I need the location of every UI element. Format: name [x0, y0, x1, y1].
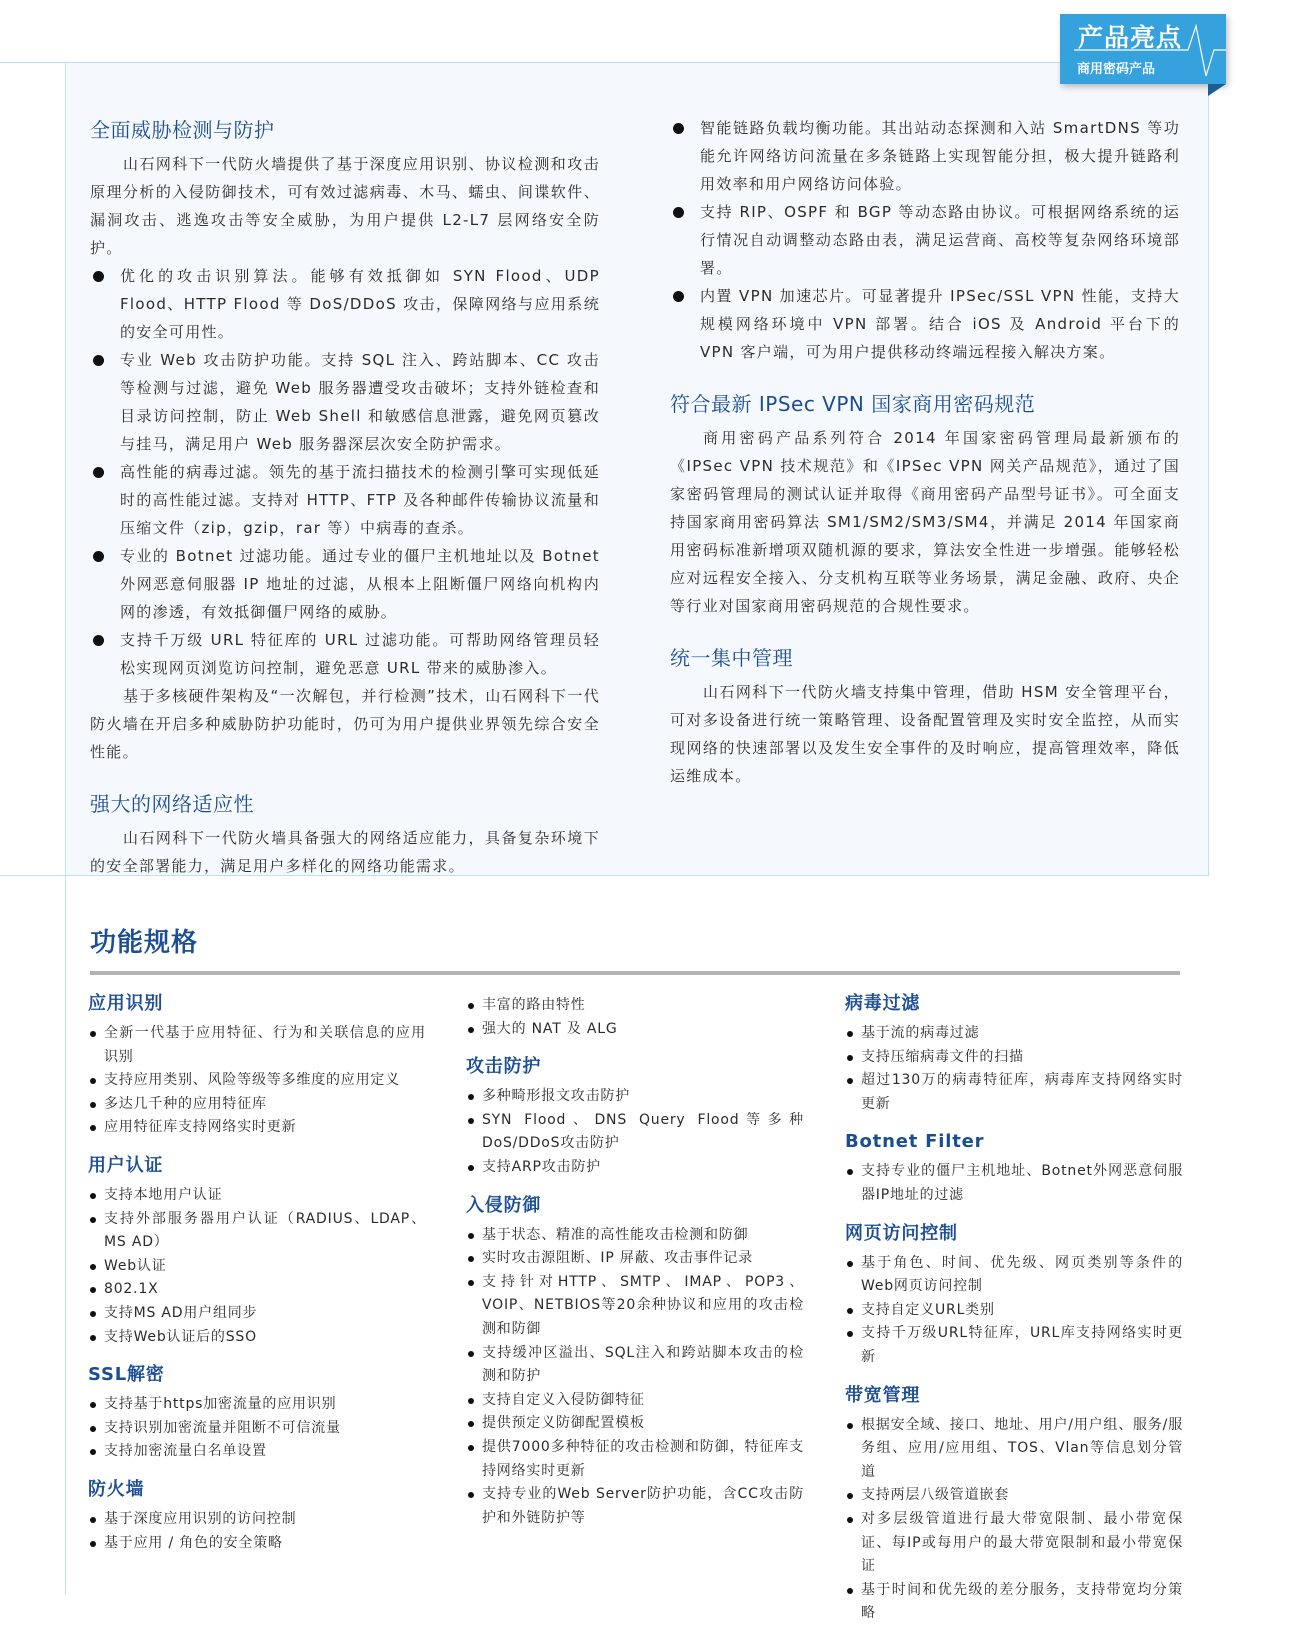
bullet-icon: [90, 1264, 96, 1270]
bullet-item: [90, 346, 600, 458]
bullet-text: 高性能的病毒过滤。领先的基于流扫描技术的检测引擎可实现低延时的高性能过滤。支持对 HTTP、FTP 及各种邮件传输协议流量和压缩文件（zip，gzip，rar 等）中病毒的查杀。: [120, 463, 600, 537]
spec-item-text: 基于状态、精准的高性能攻击检测和防御: [482, 1226, 749, 1243]
bullet-icon: [90, 1125, 96, 1131]
spec-item-text: 提供7000多种特征的攻击检测和防御，特征库支持网络实时更新: [482, 1438, 804, 1479]
bullet-icon: [90, 1311, 96, 1317]
spec-item-text: 支持千万级URL特征库，URL库支持网络实时更新: [861, 1325, 1183, 1365]
spacer: [670, 620, 1180, 642]
spec-item: [88, 1440, 426, 1464]
bullet-item: [90, 458, 600, 542]
spec-item-text: 支持外部服务器用户认证（RADIUS、LDAP、MS AD）: [104, 1210, 426, 1251]
bullet-item: [90, 542, 600, 626]
bullet-icon: [468, 1351, 474, 1357]
divider: [0, 62, 1062, 63]
spec-item: [466, 1247, 804, 1271]
spec-group: [88, 990, 426, 1140]
spec-item-text: 强大的 NAT 及 ALG: [482, 1020, 618, 1037]
spec-item-text: 提供预定义防御配置模板: [482, 1415, 645, 1432]
spec-item-text: 对多层级管道进行最大带宽限制、最小带宽保证、每IP或每用户的最大带宽限制和最小带宽保证: [861, 1510, 1183, 1575]
badge-subtitle: 商用密码产品: [1077, 62, 1156, 77]
spec-heading: 攻击防护: [466, 1056, 542, 1078]
spec-item-text: 支持专业的Web Server防护功能，含CC攻击防护和外链防护等: [482, 1486, 804, 1526]
bullet-icon: [468, 1280, 474, 1286]
spec-item: [845, 1579, 1183, 1626]
spec-heading: 带宽管理: [845, 1384, 921, 1406]
spec-item: [88, 1302, 426, 1326]
badge-title: 产品亮点: [1078, 23, 1183, 52]
spec-item-text: 支持专业的僵尸主机地址、Botnet外网恶意伺服器IP地址的过滤: [861, 1163, 1183, 1203]
bullet-text: 内置 VPN 加速芯片。可显著提升 IPSec/SSL VPN 性能，支持大规模网络环境中 VPN 部署。结合 iOS 及 Android 平台下的 VPN 客户端，可为用户提供移动终端远程接入解决方案。: [700, 287, 1180, 361]
spec-item: [466, 1109, 804, 1156]
highlights-right-column: [670, 114, 1180, 790]
bullet-icon: [847, 1493, 853, 1499]
spec-item: [845, 1322, 1183, 1369]
spec-item-text: 根据安全域、接口、地址、用户/用户组、服务/服务组、应用/应用组、TOS、Vlan等信息划分管道: [861, 1416, 1183, 1480]
spec-group: [466, 1192, 804, 1531]
bullet-icon: [468, 1027, 474, 1033]
bullet-text: 智能链路负载均衡功能。其出站动态探测和入站 SmartDNS 等功能允许网络访问流量在多条链路上实现智能分担，极大提升链路利用效率和用户网络访问体验。: [700, 119, 1180, 193]
spec-item: [88, 1184, 426, 1208]
bullet-item: [670, 198, 1180, 282]
spec-item: [845, 1160, 1183, 1207]
spec-group: [845, 1128, 1183, 1207]
spec-heading: 用户认证: [88, 1154, 164, 1176]
spec-item-text: 支持应用类别、风险等级等多维度的应用定义: [104, 1072, 400, 1089]
bullet-icon: [847, 1261, 853, 1267]
spec-group: [88, 1152, 426, 1349]
spec-item: [845, 1414, 1183, 1485]
bullet-icon: [847, 1031, 853, 1037]
bullet-icon: [468, 1003, 474, 1009]
bullet-icon: [90, 1426, 96, 1432]
paragraph: 山石网科下一代防火墙提供了基于深度应用识别、协议检测和攻击原理分析的入侵防御技术，可有效过滤病毒、木马、蠕虫、间谍软件、漏洞攻击、逃逸攻击等安全威胁，为用户提供 L2-L7 层网络安全防护。: [90, 155, 600, 257]
bullet-icon: [90, 1078, 96, 1084]
spec-group: [845, 1220, 1183, 1370]
bullet-icon: [847, 1308, 853, 1314]
spec-item: [88, 1208, 426, 1255]
bullet-icon: [468, 1421, 474, 1427]
bullet-icon: [673, 207, 684, 218]
spec-item-text: 802.1X: [104, 1281, 159, 1298]
spec-item-text: 支持MS AD用户组同步: [104, 1304, 258, 1321]
bullet-text: 专业 Web 攻击防护功能。支持 SQL 注入、跨站脚本、CC 攻击等检测与过滤，避免 Web 服务器遭受攻击破坏；支持外链检查和目录访问控制，防止 Web Shell 和敏感信息泄露，避免网页篡改与挂马，满足用户 Web 服务器深层次安全防护需求。: [120, 351, 600, 453]
bullet-item: [670, 282, 1180, 366]
spec-group: [845, 1382, 1183, 1626]
bullet-icon: [93, 271, 104, 282]
spec-item-text: SYN Flood、DNS Query Flood等多种DoS/DDoS攻击防护: [482, 1111, 804, 1152]
spec-item-text: 支持Web认证后的SSO: [104, 1328, 257, 1345]
specs-column: [845, 990, 1183, 1638]
spec-item-text: 基于角色、时间、优先级、网页类别等条件的Web网页访问控制: [861, 1254, 1183, 1295]
spec-item: [466, 1342, 804, 1389]
paragraph: 山石网科下一代防火墙支持集中管理，借助 HSM 安全管理平台，可对多设备进行统一策略管理、设备配置管理及实时安全监控，从而实现网络的快速部署以及发生安全事件的及时响应，提高管理效率，降低运维成本。: [670, 683, 1180, 785]
bullet-text: 优化的攻击识别算法。能够有效抵御如 SYN Flood、UDP Flood、HTTP Flood 等 DoS/DDoS 攻击，保障网络与应用系统的安全可用性。: [120, 267, 600, 341]
spec-item-text: 应用特征库支持网络实时更新: [104, 1119, 297, 1136]
bullet-icon: [93, 355, 104, 366]
spec-item: [88, 1278, 426, 1302]
spec-item: [466, 994, 804, 1018]
spec-item: [845, 1484, 1183, 1508]
spec-item-text: 实时攻击源阻断、IP 屏蔽、攻击事件记录: [482, 1250, 754, 1267]
spec-group: [466, 994, 804, 1041]
bullet-icon: [90, 1102, 96, 1108]
spec-item-text: 多达几千种的应用特征库: [104, 1095, 267, 1112]
bullet-icon: [90, 1287, 96, 1293]
spec-item-text: 丰富的路由特性: [482, 997, 586, 1013]
spec-item-text: 支持自定义URL类别: [861, 1301, 995, 1318]
specs-column: [88, 990, 426, 1567]
paragraph: 基于多核硬件架构及“一次解包，并行检测”技术，山石网科下一代防火墙在开启多种威胁防护功能时，仍可为用户提供业界领先综合安全性能。: [90, 687, 600, 761]
bullet-icon: [847, 1078, 853, 1084]
bullet-icon: [468, 1256, 474, 1262]
spacer: [670, 366, 1180, 388]
spec-item-text: 支持本地用户认证: [104, 1186, 223, 1203]
spec-item-text: 基于深度应用识别的访问控制: [104, 1510, 297, 1527]
spec-item: [466, 1085, 804, 1109]
spec-item: [88, 1069, 426, 1093]
bullet-icon: [468, 1165, 474, 1171]
spec-item: [88, 1093, 426, 1117]
specs-column: [466, 994, 804, 1542]
spec-item: [466, 1224, 804, 1248]
spec-item-text: 支持加密流量白名单设置: [104, 1443, 267, 1460]
spec-item: [845, 1046, 1183, 1070]
spec-heading: Botnet Filter: [845, 1131, 985, 1153]
spec-item: [88, 1255, 426, 1279]
bullet-icon: [468, 1094, 474, 1100]
bullet-icon: [468, 1233, 474, 1239]
spec-item: [466, 1018, 804, 1042]
bullet-icon: [90, 1031, 96, 1037]
spec-item-text: 多种畸形报文攻击防护: [482, 1088, 630, 1105]
product-highlights-badge: [1060, 14, 1226, 84]
spec-item-text: 支持识别加密流量并阻断不可信流量: [104, 1419, 341, 1436]
spec-item: [88, 1326, 426, 1350]
spec-item: [845, 1069, 1183, 1116]
spec-item-text: 基于流的病毒过滤: [861, 1025, 980, 1041]
bullet-item: [670, 114, 1180, 198]
spec-item-text: Web认证: [104, 1257, 167, 1274]
bullet-text: 支持 RIP、OSPF 和 BGP 等动态路由协议。可根据网络系统的运行情况自动调整动态路由表，满足运营商、高校等复杂网络环境部署。: [700, 203, 1180, 277]
bullet-icon: [847, 1169, 853, 1175]
paragraph: 山石网科下一代防火墙具备强大的网络适应能力，具备复杂环境下的安全部署能力，满足用户多样化的网络功能需求。: [90, 829, 600, 875]
bullet-icon: [93, 635, 104, 646]
spec-item: [88, 1022, 426, 1069]
specs-title: 功能规格: [90, 928, 199, 958]
bullet-icon: [847, 1331, 853, 1337]
spec-item: [88, 1508, 426, 1532]
spec-item-text: 支持自定义入侵防御特征: [482, 1391, 645, 1408]
paragraph: 商用密码产品系列符合 2014 年国家密码管理局最新颁布的《IPSec VPN 技术规范》和《IPSec VPN 网关产品规范》，通过了国家密码管理局的测试认证并取得《商用密码产品型号证书》。可全面支持国家商用密码算法 SM1/SM2/SM3/SM4，并满足 2014 年国家商用密码标准新增项双随机源的要求，算法安全性进一步增强。能够轻松应对远程安全接入、分支机构互联等业务场景，满足金融、政府、央企等行业对国家商用密码规范的合规性要求。: [670, 429, 1180, 615]
bullet-icon: [90, 1193, 96, 1199]
spacer: [90, 766, 600, 788]
spec-heading: 应用识别: [88, 993, 164, 1014]
spec-item: [88, 1532, 426, 1556]
divider: [65, 62, 66, 1595]
spec-item: [466, 1156, 804, 1180]
spec-heading: 入侵防御: [466, 1194, 542, 1216]
bullet-icon: [468, 1398, 474, 1404]
bullet-icon: [468, 1445, 474, 1451]
spec-item-text: 全新一代基于应用特征、行为和关联信息的应用识别: [104, 1025, 426, 1065]
specs-divider: [90, 971, 1180, 975]
spec-item: [88, 1116, 426, 1140]
spec-group: [88, 1476, 426, 1555]
spec-item: [466, 1436, 804, 1483]
bullet-icon: [468, 1118, 474, 1124]
bullet-text: 支持千万级 URL 特征库的 URL 过滤功能。可帮助网络管理员轻松实现网页浏览访问控制，避免恶意 URL 带来的威胁渗入。: [120, 631, 600, 677]
bullet-item: [90, 262, 600, 346]
spec-item-text: 支持两层八级管道嵌套: [861, 1487, 1009, 1504]
spec-heading: 网页访问控制: [845, 1222, 958, 1244]
spec-item-text: 支持压缩病毒文件的扫描: [861, 1048, 1024, 1065]
badge-fold: [1208, 84, 1226, 96]
spec-item: [845, 1022, 1183, 1046]
bullet-icon: [847, 1588, 853, 1594]
spec-heading: 病毒过滤: [845, 993, 921, 1014]
section-heading: 强大的网络适应性: [90, 792, 254, 816]
spec-item: [466, 1483, 804, 1530]
spec-item-text: 基于时间和优先级的差分服务，支持带宽均分策略: [861, 1581, 1183, 1622]
spec-item-text: 支持针对HTTP、SMTP、IMAP、POP3、VOIP、NETBIOS等20余种协议和应用的攻击检测和防御: [482, 1273, 804, 1337]
bullet-icon: [90, 1335, 96, 1341]
bullet-icon: [90, 1541, 96, 1547]
spec-group: [88, 1361, 426, 1464]
spec-item: [466, 1412, 804, 1436]
spec-item-text: 超过130万的病毒特征库，病毒库支持网络实时更新: [861, 1072, 1183, 1112]
spec-item: [845, 1252, 1183, 1299]
spec-heading: SSL解密: [88, 1364, 165, 1386]
spec-item: [88, 1417, 426, 1441]
spec-group: [466, 1053, 804, 1179]
spec-item: [88, 1393, 426, 1417]
spec-item-text: 支持基于https加密流量的应用识别: [104, 1396, 337, 1413]
section-heading: 符合最新 IPSec VPN 国家商用密码规范: [670, 392, 1036, 416]
bullet-icon: [90, 1449, 96, 1455]
spec-item: [845, 1299, 1183, 1323]
bullet-icon: [847, 1517, 853, 1523]
bullet-icon: [847, 1423, 853, 1429]
spec-group: [845, 990, 1183, 1116]
spec-item: [845, 1508, 1183, 1579]
bullet-icon: [847, 1055, 853, 1061]
bullet-icon: [468, 1492, 474, 1498]
bullet-icon: [93, 467, 104, 478]
bullet-icon: [90, 1402, 96, 1408]
highlights-left-column: [90, 114, 600, 880]
bullet-text: 专业的 Botnet 过滤功能。通过专业的僵尸主机地址以及 Botnet 外网恶意伺服器 IP 地址的过滤，从根本上阻断僵尸网络向机构内网的渗透，有效抵御僵尸网络的威胁。: [120, 547, 600, 621]
bullet-item: [90, 626, 600, 682]
section-heading: 全面威胁检测与防护: [90, 118, 275, 142]
spec-item: [466, 1271, 804, 1342]
bullet-icon: [90, 1217, 96, 1223]
spec-item-text: 支持缓冲区溢出、SQL注入和跨站脚本攻击的检测和防护: [482, 1344, 804, 1385]
bullet-icon: [673, 291, 684, 302]
spec-item-text: 基于应用 / 角色的安全策略: [104, 1534, 283, 1551]
spec-item-text: 支持ARP攻击防护: [482, 1158, 601, 1175]
bullet-icon: [673, 123, 684, 134]
bullet-icon: [90, 1517, 96, 1523]
bullet-icon: [93, 551, 104, 562]
spec-heading: 防火墙: [88, 1478, 145, 1500]
section-heading: 统一集中管理: [670, 646, 793, 670]
spec-item: [466, 1389, 804, 1413]
